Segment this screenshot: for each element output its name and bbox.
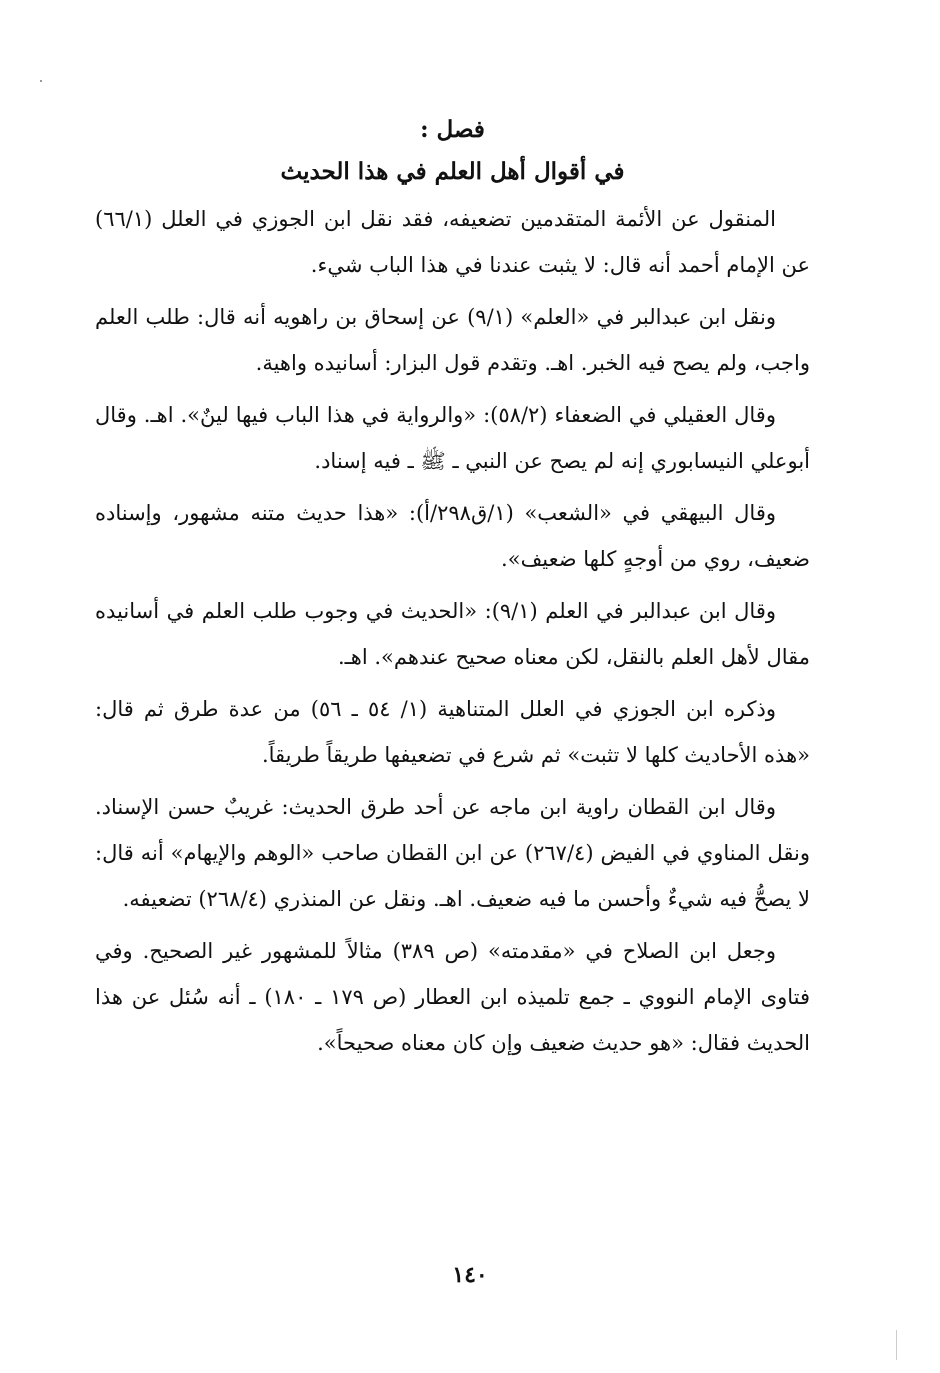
page-number: ١٤٠ [452, 1262, 488, 1288]
section-label: فصل : [420, 116, 485, 143]
page-body [95, 108, 810, 1072]
paragraph-8: وجعل ابن الصلاح في «مقدمته» (ص ٣٨٩) مثالاً للمشهور غير الصحيح. وفي فتاوى الإمام النووي ـ جمع تلميذه ابن العطار (ص ١٧٩ ـ ١٨٠) ـ أنه سُئل عن هذا الحديث فقال: «هو حديث ضعيف وإن كان معناه صحيحاً». [95, 939, 810, 1055]
paragraph-6: وذكره ابن الجوزي في العلل المتناهية (١/ ٥٤ ـ ٥٦) من عدة طرق ثم قال: «هذه الأحاديث كلها لا تثبت» ثم شرع في تضعيفها طريقاً طريقاً. [95, 697, 810, 767]
paragraph-7: وقال ابن القطان راوية ابن ماجه عن أحد طرق الحديث: غريبٌ حسن الإسناد. ونقل المناوي في الفيض (٢٦٧/٤) عن ابن القطان صاحب «الوهم والإيهام» أنه قال: لا يصحُّ فيه شيءٌ وأحسن ما فيه ضعيف. اهـ. ونقل عن المنذري (٢٦٨/٤) تضعيفه. [95, 795, 810, 911]
paragraph-5: وقال ابن عبدالبر في العلم (٩/١): «الحديث في وجوب طلب العلم في أسانيده مقال لأهل العلم بالنقل، لكن معناه صحيح عندهم». اهـ. [95, 599, 810, 669]
scan-mark [896, 1330, 897, 1360]
paragraph-3: وقال العقيلي في الضعفاء (٥٨/٢): «والرواية في هذا الباب فيها لينٌ». اهـ. وقال أبوعلي النيسابوري إنه لم يصح عن النبي ـ ﷺ ـ فيه إسناد. [95, 403, 810, 473]
paragraph-1: المنقول عن الأئمة المتقدمين تضعيفه، فقد نقل ابن الجوزي في العلل (٦٦/١) عن الإمام أحمد أنه قال: لا يثبت عندنا في هذا الباب شيء. [95, 207, 810, 277]
paragraph-4: وقال البيهقي في «الشعب» (١/ق٢٩٨/أ): «هذا حديث متنه مشهور، وإسناده ضعيف، روي من أوجهٍ كلها ضعيف». [95, 501, 810, 571]
paragraph-2: ونقل ابن عبدالبر في «العلم» (٩/١) عن إسحاق بن راهويه أنه قال: طلب العلم واجب، ولم يصح فيه الخبر. اهـ. وتقدم قول البزار: أسانيده واهية. [95, 305, 810, 375]
section-title: في أقوال أهل العلم في هذا الحديث [280, 158, 625, 185]
scan-mark [40, 80, 42, 82]
